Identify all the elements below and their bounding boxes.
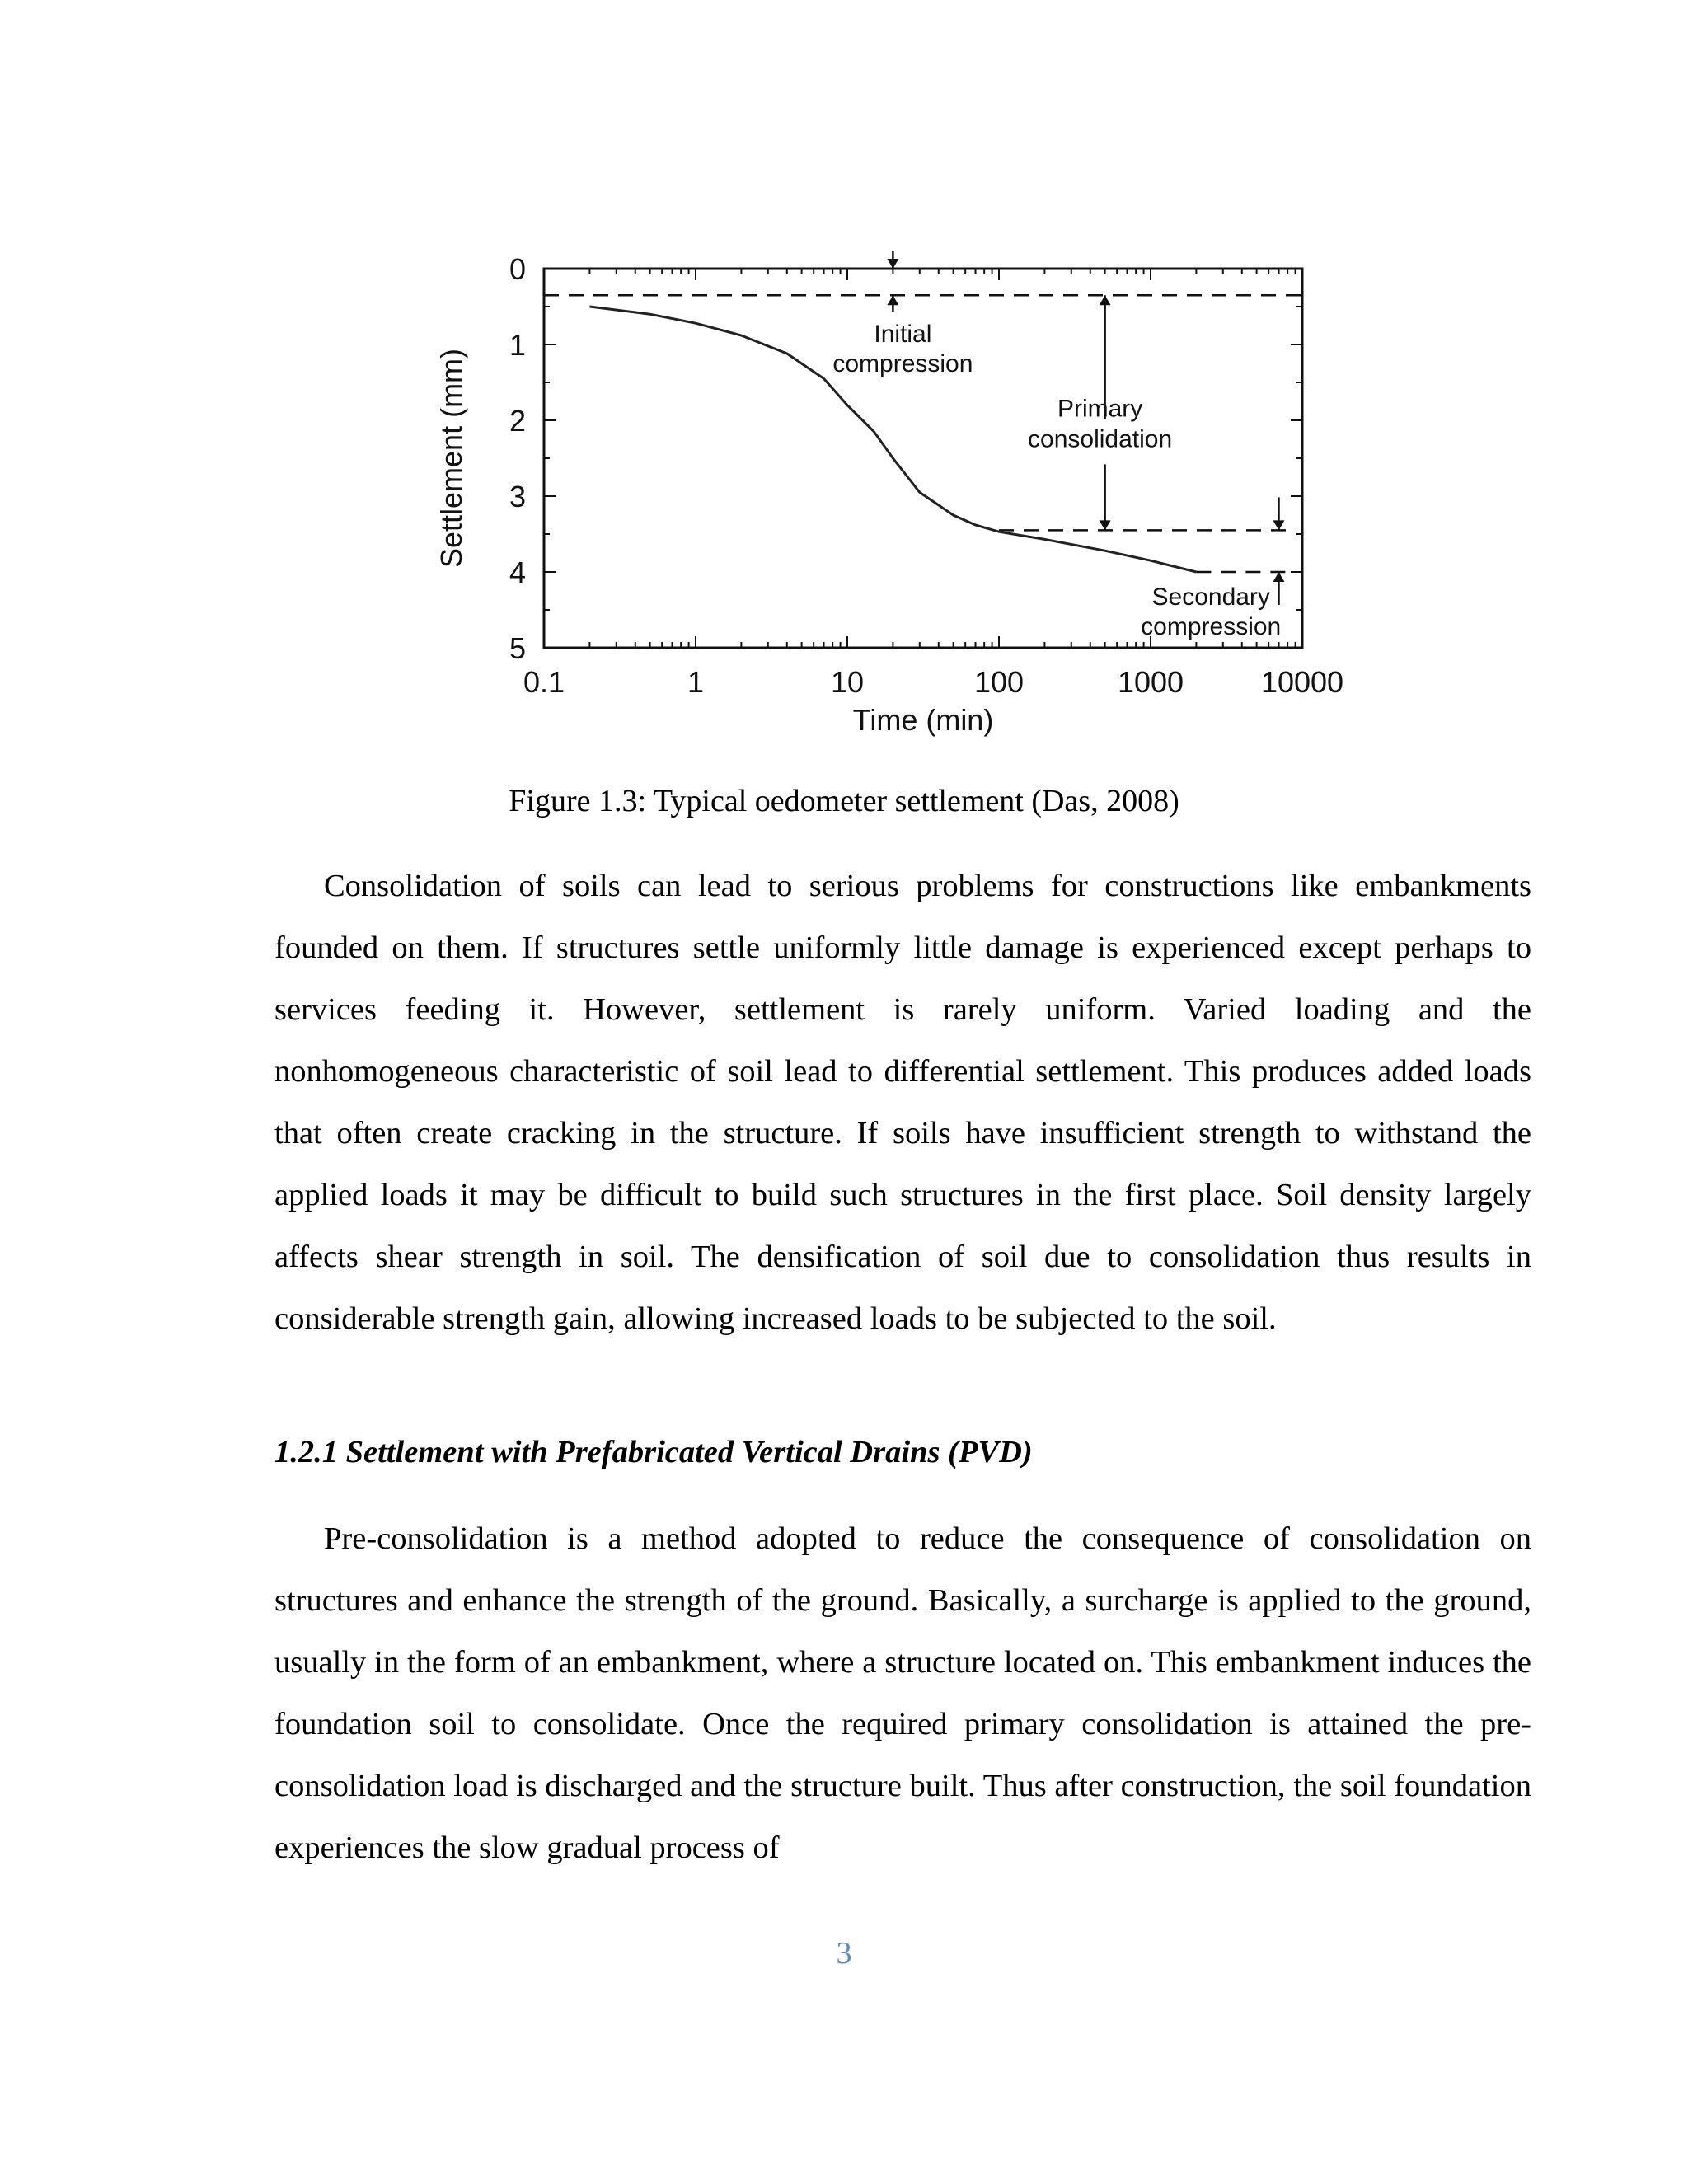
x-tick-label: 10 bbox=[830, 665, 865, 699]
secondary-label: Secondary bbox=[1151, 583, 1270, 611]
x-tick-label: 10000 bbox=[1260, 665, 1344, 699]
secondary-label: compression bbox=[1141, 613, 1282, 640]
secondary-arrow-up-head bbox=[1273, 572, 1284, 582]
y-axis-label: Settlement (mm) bbox=[434, 348, 468, 569]
y-tick-label: 1 bbox=[509, 328, 527, 362]
initial-label: Initial bbox=[874, 321, 932, 349]
x-tick-label: 1 bbox=[687, 665, 705, 699]
y-tick-label: 4 bbox=[509, 555, 527, 589]
y-tick-label: 5 bbox=[509, 631, 527, 665]
primary-label: Primary bbox=[1057, 395, 1143, 423]
x-tick-label: 1000 bbox=[1117, 665, 1184, 699]
initial-label: compression bbox=[832, 350, 973, 378]
settlement-chart bbox=[429, 239, 1352, 766]
primary-arrow-up-head bbox=[1100, 295, 1111, 305]
x-tick-label: 0.1 bbox=[523, 665, 565, 699]
y-tick-label: 2 bbox=[509, 404, 527, 438]
page-number: 3 bbox=[836, 1936, 852, 1971]
x-axis-label: Time (min) bbox=[852, 703, 994, 737]
initial-arrow-down-head bbox=[887, 259, 898, 269]
body-paragraph: Pre-consolidation is a method adopted to reduce the consequence of consolidation on structures and enhance the strength of the ground. Basically, a surcharge is applied to the ground, usually in the form of an embankment, where a structure located on. This embankment induces the foundation soil to consolidate. Once the required primary consolidation is attained the pre-consolidation load is discharged and the structure built. Thus after construction, the soil foundation experiences the slow gradual process of bbox=[274, 1521, 1531, 1865]
initial-arrow-up-head bbox=[887, 295, 898, 305]
y-tick-label: 0 bbox=[509, 252, 527, 286]
primary-arrow-down-head bbox=[1100, 520, 1111, 530]
figure-caption: Figure 1.3: Typical oedometer settlement (Das, 2008) bbox=[509, 784, 1179, 818]
primary-label: consolidation bbox=[1028, 425, 1173, 453]
y-tick-label: 3 bbox=[509, 480, 527, 513]
body-paragraph: Consolidation of soils can lead to serious problems for constructions like embankments founded on them. If structures settle uniformly little damage is experienced except perhaps to services feeding it. However, settlement is rarely uniform. Varied loading and the nonhomogeneous characteristic of soil lead to differential settlement. This produces added loads that often create cracking in the structure. If soils have insufficient strength to withstand the applied loads it may be difficult to build such structures in the first place. Soil density largely affects shear strength in soil. The densification of soil due to consolidation thus results in considerable strength gain, allowing increased loads to be subjected to the soil. bbox=[274, 869, 1531, 1336]
x-tick-label: 100 bbox=[973, 665, 1025, 699]
secondary-arrow-down-head bbox=[1273, 520, 1284, 530]
section-heading: 1.2.1 Settlement with Prefabricated Vertical Drains (PVD) bbox=[274, 1435, 1033, 1469]
